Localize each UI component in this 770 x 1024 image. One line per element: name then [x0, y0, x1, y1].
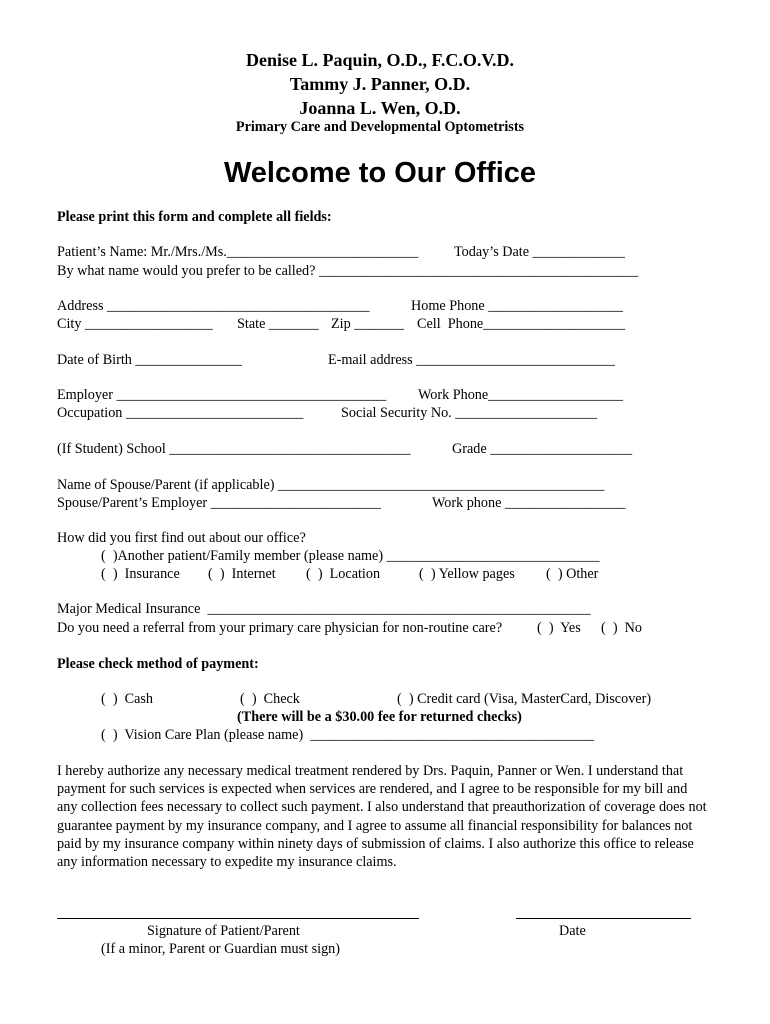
home-phone-field[interactable]: Home Phone ___________________ — [411, 298, 624, 314]
address-field[interactable]: Address _____________________________________ — [57, 298, 370, 314]
referral-no-option[interactable]: ( ) No — [601, 620, 642, 636]
option-yellow-pages[interactable]: ( ) Yellow pages — [419, 566, 515, 582]
email-field[interactable]: E-mail address ____________________________ — [328, 352, 615, 368]
returned-check-fee-note: (There will be a $30.00 fee for returned checks) — [237, 709, 522, 725]
preferred-name-field[interactable]: By what name would you prefer to be called? _____________________________________________ — [57, 263, 639, 279]
referral-source-question: How did you first find out about our office? — [57, 530, 306, 546]
city-field[interactable]: City __________________ — [57, 316, 213, 332]
payment-credit-option[interactable]: ( ) Credit card (Visa, MasterCard, Discover) — [397, 691, 652, 707]
practice-subtitle: Primary Care and Developmental Optometrists — [235, 119, 525, 135]
signature-label: Signature of Patient/Parent — [147, 923, 300, 939]
employer-field[interactable]: Employer ______________________________________ — [57, 387, 387, 403]
doctor-name-2: Tammy J. Panner, O.D. — [289, 74, 471, 94]
doctor-name-3: Joanna L. Wen, O.D. — [299, 98, 461, 118]
spouse-work-phone-field[interactable]: Work phone _________________ — [432, 495, 626, 511]
occupation-field[interactable]: Occupation _________________________ — [57, 405, 304, 421]
option-location[interactable]: ( ) Location — [306, 566, 381, 582]
signature-line[interactable] — [57, 918, 419, 919]
payment-cash-option[interactable]: ( ) Cash — [101, 691, 154, 707]
date-signature-line[interactable] — [516, 918, 691, 919]
authorization-paragraph: I hereby authorize any necessary medical treatment rendered by Drs. Paquin, Panner or Wen. I understand that payment for such services is expected when services are rendered, and I agree to be responsible for my bill and any collection fees necessary to collect such payment. I also understand that preauthorization of coverage does not guarantee payment by my insurance company, and I agree to assume all financial responsibility for balances not paid by my insurance company within ninety days of submission of claims. I also authorize this office to release any information necessary to expedite my insurance claims. — [57, 763, 707, 871]
referral-question: Do you need a referral from your primary care physician for non-routine care? — [57, 620, 503, 636]
major-medical-field[interactable]: Major Medical Insurance ______________________________________________________ — [57, 601, 591, 617]
spouse-name-field[interactable]: Name of Spouse/Parent (if applicable) ______________________________________________ — [57, 477, 605, 493]
option-insurance[interactable]: ( ) Insurance — [101, 566, 180, 582]
spouse-employer-field[interactable]: Spouse/Parent’s Employer ________________________ — [57, 495, 381, 511]
date-label: Date — [559, 923, 586, 939]
option-other[interactable]: ( ) Other — [546, 566, 599, 582]
payment-vision-plan-option[interactable]: ( ) Vision Care Plan (please name) ________________________________________ — [101, 727, 595, 743]
state-field[interactable]: State _______ — [237, 316, 319, 332]
patient-name-field[interactable]: Patient’s Name: Mr./Mrs./Ms.___________________________ — [57, 244, 419, 260]
ssn-field[interactable]: Social Security No. ____________________ — [341, 405, 598, 421]
referral-yes-option[interactable]: ( ) Yes — [537, 620, 581, 636]
page-title: Welcome to Our Office — [223, 157, 537, 189]
grade-field[interactable]: Grade ____________________ — [452, 441, 633, 457]
payment-heading: Please check method of payment: — [57, 656, 259, 672]
guardian-note: (If a minor, Parent or Guardian must sign) — [101, 941, 340, 957]
zip-field[interactable]: Zip _______ — [331, 316, 404, 332]
cell-phone-field[interactable]: Cell Phone____________________ — [417, 316, 626, 332]
payment-check-option[interactable]: ( ) Check — [240, 691, 300, 707]
todays-date-field[interactable]: Today’s Date _____________ — [454, 244, 625, 260]
option-another-patient[interactable]: ( )Another patient/Family member (please name) ______________________________ — [101, 548, 600, 564]
form-instructions: Please print this form and complete all fields: — [57, 209, 332, 225]
option-internet[interactable]: ( ) Internet — [208, 566, 276, 582]
work-phone-field[interactable]: Work Phone___________________ — [418, 387, 623, 403]
date-of-birth-field[interactable]: Date of Birth _______________ — [57, 352, 242, 368]
doctor-name-1: Denise L. Paquin, O.D., F.C.O.V.D. — [245, 50, 515, 70]
school-field[interactable]: (If Student) School __________________________________ — [57, 441, 411, 457]
